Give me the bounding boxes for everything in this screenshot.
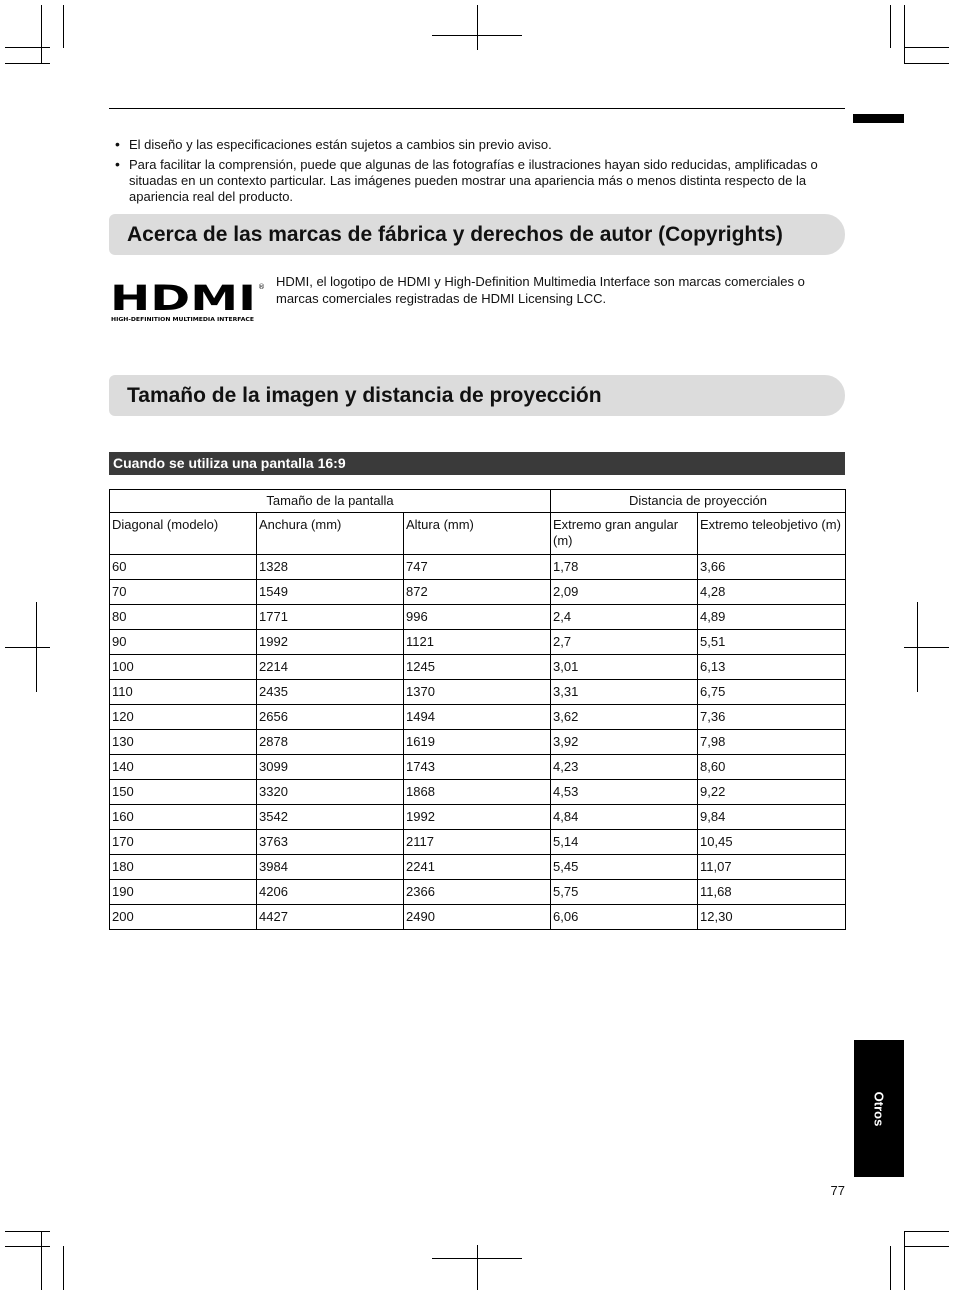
projection-table (109, 489, 846, 930)
table-cell: 4206 (257, 880, 404, 905)
table-row (110, 780, 846, 805)
section-side-tab (854, 1040, 904, 1177)
group-header-projection-distance: Distancia de proyección (551, 490, 846, 513)
table-cell: 1549 (257, 580, 404, 605)
table-row (110, 905, 846, 930)
column-header-height: Altura (mm) (404, 513, 551, 555)
table-cell: 2490 (404, 905, 551, 930)
table-cell: 3,66 (698, 555, 846, 580)
table-cell: 996 (404, 605, 551, 630)
table-cell: 3,92 (551, 730, 698, 755)
table-cell: 1121 (404, 630, 551, 655)
table-cell: 1743 (404, 755, 551, 780)
table-row (110, 880, 846, 905)
projection-table-body (110, 555, 846, 930)
table-cell: 3099 (257, 755, 404, 780)
table-cell: 120 (110, 705, 257, 730)
table-cell: 2435 (257, 680, 404, 705)
table-cell: 60 (110, 555, 257, 580)
note-item: • Para facilitar la comprensión, puede que algunas de las fotografías e ilustraciones hayan sido reducidas, amplificadas o situadas en un contexto particular. Las imágenes pueden mostrar una apariencia más o menos distinta respecto de la apariencia real del producto. (113, 157, 848, 205)
table-cell: 2,7 (551, 630, 698, 655)
table-row (110, 755, 846, 780)
table-cell: 170 (110, 830, 257, 855)
projection-subheading: Cuando se utiliza una pantalla 16:9 (109, 452, 845, 475)
table-cell: 1,78 (551, 555, 698, 580)
table-row (110, 555, 846, 580)
table-row (110, 605, 846, 630)
table-cell: 5,45 (551, 855, 698, 880)
table-cell: 9,22 (698, 780, 846, 805)
table-cell: 7,36 (698, 705, 846, 730)
table-cell: 2366 (404, 880, 551, 905)
table-cell: 3,62 (551, 705, 698, 730)
table-cell: 110 (110, 680, 257, 705)
table-cell: 5,14 (551, 830, 698, 855)
table-cell: 1370 (404, 680, 551, 705)
table-cell: 1771 (257, 605, 404, 630)
table-cell: 11,07 (698, 855, 846, 880)
table-cell: 3984 (257, 855, 404, 880)
table-row (110, 830, 846, 855)
table-cell: 1494 (404, 705, 551, 730)
table-row (110, 680, 846, 705)
table-cell: 160 (110, 805, 257, 830)
table-cell: 2,09 (551, 580, 698, 605)
table-row (110, 730, 846, 755)
table-cell: 150 (110, 780, 257, 805)
table-cell: 2,4 (551, 605, 698, 630)
table-cell: 3763 (257, 830, 404, 855)
table-cell: 130 (110, 730, 257, 755)
group-header-screen-size: Tamaño de la pantalla (110, 490, 551, 513)
table-cell: 4,89 (698, 605, 846, 630)
table-cell: 6,13 (698, 655, 846, 680)
column-header-diagonal: Diagonal (modelo) (110, 513, 257, 555)
table-cell: 70 (110, 580, 257, 605)
table-row (110, 630, 846, 655)
table-cell: 1992 (404, 805, 551, 830)
table-cell: 5,75 (551, 880, 698, 905)
table-cell: 2214 (257, 655, 404, 680)
table-cell: 100 (110, 655, 257, 680)
table-cell: 3542 (257, 805, 404, 830)
table-row (110, 805, 846, 830)
table-cell: 10,45 (698, 830, 846, 855)
table-cell: 5,51 (698, 630, 846, 655)
table-cell: 1868 (404, 780, 551, 805)
table-row (110, 705, 846, 730)
table-cell: 90 (110, 630, 257, 655)
trademarks-heading: Acerca de las marcas de fábrica y derechos de autor (Copyrights) (109, 214, 845, 255)
header-marker-bar (853, 114, 904, 123)
table-cell: 7,98 (698, 730, 846, 755)
table-cell: 4,53 (551, 780, 698, 805)
table-cell: 1328 (257, 555, 404, 580)
table-cell: 6,75 (698, 680, 846, 705)
note-item: • El diseño y las especificaciones están sujetos a cambios sin previo aviso. (113, 137, 848, 153)
notes-list (113, 137, 848, 209)
column-header-width: Anchura (mm) (257, 513, 404, 555)
table-cell: 3,01 (551, 655, 698, 680)
table-cell: 8,60 (698, 755, 846, 780)
table-cell: 1245 (404, 655, 551, 680)
table-cell: 6,06 (551, 905, 698, 930)
table-cell: 872 (404, 580, 551, 605)
hdmi-logo-wordmark: HDMI (110, 281, 256, 319)
projection-heading: Tamaño de la imagen y distancia de proyección (109, 375, 845, 416)
table-cell: 1992 (257, 630, 404, 655)
table-cell: 12,30 (698, 905, 846, 930)
table-cell: 4,84 (551, 805, 698, 830)
table-cell: 3,31 (551, 680, 698, 705)
table-cell: 180 (110, 855, 257, 880)
table-cell: 3320 (257, 780, 404, 805)
table-column-header-row (110, 513, 846, 555)
table-cell: 4427 (257, 905, 404, 930)
table-row (110, 855, 846, 880)
table-row (110, 580, 846, 605)
header-rule (109, 108, 845, 109)
side-tab-label: Otros (871, 1091, 887, 1126)
registered-mark-icon: ® (258, 283, 265, 291)
table-cell: 9,84 (698, 805, 846, 830)
table-cell: 80 (110, 605, 257, 630)
table-cell: 140 (110, 755, 257, 780)
column-header-wide-end: Extremo gran angular (m) (551, 513, 698, 555)
table-cell: 4,23 (551, 755, 698, 780)
hdmi-trademark-notice: HDMI, el logotipo de HDMI y High-Definition Multimedia Interface son marcas comerciales o marcas comerciales registradas de HDMI Licensing LCC. (276, 274, 805, 306)
table-group-header-row (110, 490, 846, 513)
table-cell: 2241 (404, 855, 551, 880)
table-cell: 747 (404, 555, 551, 580)
hdmi-logo (110, 281, 266, 323)
hdmi-logo-tagline: HIGH-DEFINITION MULTIMEDIA INTERFACE (111, 317, 255, 323)
table-cell: 11,68 (698, 880, 846, 905)
table-cell: 190 (110, 880, 257, 905)
table-cell: 1619 (404, 730, 551, 755)
column-header-tele-end: Extremo teleobjetivo (m) (698, 513, 846, 555)
table-row (110, 655, 846, 680)
table-cell: 2878 (257, 730, 404, 755)
table-cell: 2117 (404, 830, 551, 855)
table-cell: 200 (110, 905, 257, 930)
table-cell: 2656 (257, 705, 404, 730)
table-cell: 4,28 (698, 580, 846, 605)
page-number: 77 (830, 1183, 845, 1198)
